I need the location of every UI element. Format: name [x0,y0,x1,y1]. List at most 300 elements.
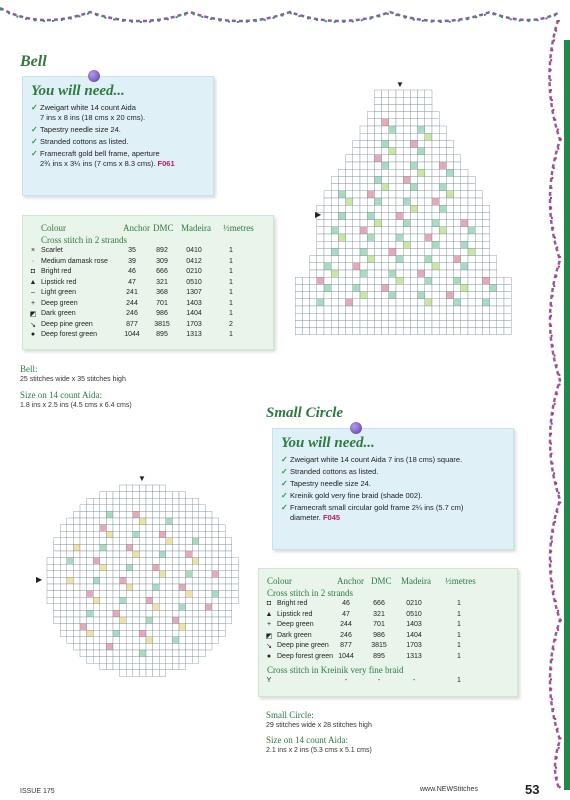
grid-cell [382,313,389,320]
grid-cell [146,531,153,538]
grid-cell [133,657,140,664]
table-cell: 701 [373,621,385,628]
grid-cell [353,320,360,327]
grid-cell [461,212,468,219]
grid-cell [418,320,425,327]
grid-cell [295,277,302,284]
grid-cell [367,112,374,119]
grid-cell [153,558,160,565]
grid-cell [468,320,475,327]
grid-cell [331,277,338,284]
grid-cell [113,663,120,670]
grid-cell [100,492,107,499]
grid-cell [126,531,133,538]
grid-cell [199,597,206,604]
grid-cell [425,292,432,299]
grid-cell [166,577,173,584]
grid-cell [192,610,199,617]
grid-cell [73,610,80,617]
grid-cell [87,525,94,532]
table-cell: ● [266,652,272,660]
grid-cell [353,212,360,219]
grid-cell [199,591,206,598]
grid-cell [389,328,396,335]
grid-cell [432,284,439,291]
table-row [259,653,517,664]
table-cell: Deep forest green [41,331,98,338]
grid-cell [432,299,439,306]
grid-cell [113,525,120,532]
grid-cell [126,498,133,505]
grid-cell [439,306,446,313]
grid-cell [454,169,461,176]
grid-cell [166,538,173,545]
grid-cell [205,551,212,558]
grid-cell [172,498,179,505]
grid-cell [54,551,61,558]
grid-cell [367,162,374,169]
grid-cell [60,591,67,598]
grid-cell [374,198,381,205]
table-cell: 0210 [186,268,202,275]
grid-cell [396,97,403,104]
grid-cell [153,492,160,499]
grid-cell [403,205,410,212]
grid-cell [67,564,74,571]
grid-cell [166,650,173,657]
table-cell: 241 [126,289,138,296]
grid-cell [497,292,504,299]
grid-cell [172,604,179,611]
grid-cell [446,184,453,191]
page-number: 53 [525,782,540,797]
grid-cell [60,624,67,631]
grid-cell [374,184,381,191]
grid-cell [468,270,475,277]
grid-cell [446,320,453,327]
grid-cell [295,299,302,306]
grid-cell [396,227,403,234]
grid-cell [367,148,374,155]
grid-cell [454,263,461,270]
grid-cell [396,241,403,248]
grid-cell [302,306,309,313]
grid-cell [461,292,468,299]
grid-cell [106,591,113,598]
bell-key-rows [23,247,273,342]
grid-cell [153,650,160,657]
grid-cell [133,558,140,565]
grid-cell [432,328,439,335]
issue-number: ISSUE 175 [20,788,55,795]
grid-cell [73,617,80,624]
grid-cell [225,584,232,591]
grid-cell [389,277,396,284]
grid-cell [126,663,133,670]
grid-cell [212,637,219,644]
grid-cell [106,531,113,538]
grid-cell [106,544,113,551]
grid-cell [425,119,432,126]
grid-cell [166,630,173,637]
grid-cell [100,663,107,670]
grid-cell [120,670,127,677]
grid-cell [212,564,219,571]
grid-cell [295,328,302,335]
grid-cell [454,313,461,320]
grid-cell [126,637,133,644]
table-cell: ◘ [30,268,36,275]
grid-cell [87,650,94,657]
grid-cell [425,234,432,241]
grid-cell [113,577,120,584]
table-cell: Deep pine green [277,642,329,649]
grid-cell [439,292,446,299]
grid-cell [146,571,153,578]
grid-cell [212,610,219,617]
grid-cell [425,155,432,162]
grid-cell [382,119,389,126]
grid-cell [302,313,309,320]
grid-cell [186,544,193,551]
grid-cell [146,591,153,598]
grid-cell [360,313,367,320]
grid-cell [396,256,403,263]
grid-cell [186,531,193,538]
list-item: ✓ Framecraft small circular gold frame 2¼ ins (5.7 cm) diameter. F045 [281,503,507,523]
table-cell: 321 [156,278,168,286]
grid-cell [360,270,367,277]
grid-cell [475,205,482,212]
grid-cell [54,591,61,598]
grid-cell [225,564,232,571]
grid-cell [454,241,461,248]
grid-cell [389,112,396,119]
grid-cell [179,637,186,644]
grid-cell [106,657,113,664]
grid-cell [389,256,396,263]
grid-cell [425,313,432,320]
grid-cell [232,584,239,591]
grid-cell [205,604,212,611]
grid-cell [396,277,403,284]
grid-cell [159,571,166,578]
grid-cell [367,320,374,327]
grid-cell [338,263,345,270]
grid-cell [186,643,193,650]
grid-cell [146,558,153,565]
grid-cell [389,97,396,104]
grid-cell [120,657,127,664]
grid-cell [439,205,446,212]
grid-cell [120,663,127,670]
grid-cell [93,498,100,505]
grid-cell [186,577,193,584]
grid-cell [425,328,432,335]
grid-cell [446,241,453,248]
frame-code: F045 [322,513,341,522]
grid-cell [113,511,120,518]
grid-cell [367,184,374,191]
grid-cell [396,162,403,169]
circle-size-text: 2.1 ins x 2 ins (5.3 cms x 5.1 cms) [266,747,372,754]
grid-cell [403,234,410,241]
grid-cell [374,155,381,162]
grid-cell [179,531,186,538]
grid-cell [153,597,160,604]
grid-cell [166,525,173,532]
grid-cell [166,558,173,565]
grid-cell [73,597,80,604]
grid-cell [139,630,146,637]
table-cell: 0210 [406,600,422,607]
grid-cell [93,584,100,591]
grid-cell [225,597,232,604]
circle-chart [44,482,244,682]
table-cell: 0510 [406,610,422,618]
grid-cell [454,198,461,205]
grid-cell [396,140,403,147]
grid-cell [225,591,232,598]
grid-cell [418,176,425,183]
grid-cell [461,176,468,183]
grid-cell [475,270,482,277]
grid-cell [396,126,403,133]
grid-cell [374,292,381,299]
grid-cell [353,328,360,335]
grid-cell [360,212,367,219]
grid-cell [446,198,453,205]
grid-cell [60,531,67,538]
grid-cell [133,584,140,591]
grid-cell [346,241,353,248]
grid-cell [410,220,417,227]
grid-cell [87,577,94,584]
grid-cell [146,610,153,617]
grid-cell [133,538,140,545]
grid-cell [382,306,389,313]
grid-cell [418,148,425,155]
grid-cell [113,571,120,578]
grid-cell [461,306,468,313]
grid-cell [47,558,54,565]
grid-cell [446,306,453,313]
grid-cell [159,538,166,545]
grid-cell [205,637,212,644]
grid-cell [418,248,425,255]
grid-cell [139,584,146,591]
grid-cell [324,313,331,320]
grid-cell [439,162,446,169]
grid-cell [317,313,324,320]
grid-cell [113,630,120,637]
grid-cell [439,198,446,205]
grid-cell [106,571,113,578]
grid-cell [192,498,199,505]
grid-cell [133,637,140,644]
grid-cell [146,492,153,499]
grid-cell [219,630,226,637]
grid-cell [461,241,468,248]
grid-cell [360,191,367,198]
grid-cell [374,328,381,335]
grid-cell [367,212,374,219]
table-cell: 1 [457,642,461,649]
grid-cell [396,220,403,227]
table-row [23,258,273,269]
grid-cell [425,97,432,104]
grid-cell [389,198,396,205]
grid-cell [396,270,403,277]
grid-cell [106,643,113,650]
grid-cell [418,277,425,284]
grid-cell [360,284,367,291]
grid-cell [199,538,206,545]
grid-cell [139,663,146,670]
grid-cell [468,292,475,299]
grid-cell [120,511,127,518]
grid-cell [490,306,497,313]
grid-cell [374,140,381,147]
grid-cell [106,498,113,505]
grid-cell [100,617,107,624]
grid-cell [80,617,87,624]
grid-cell [353,176,360,183]
grid-cell [67,544,74,551]
table-cell: 47 [128,278,136,286]
grid-cell [360,133,367,140]
table-row [259,621,517,632]
grid-cell [47,584,54,591]
grid-cell [418,292,425,299]
grid-cell [410,320,417,327]
grid-cell [403,191,410,198]
grid-cell [186,597,193,604]
grid-cell [475,277,482,284]
grid-cell [389,248,396,255]
grid-cell [338,184,345,191]
grid-cell [205,564,212,571]
grid-cell [199,643,206,650]
grid-cell [153,663,160,670]
grid-cell [418,184,425,191]
bell-need-title: You will need... [31,83,125,99]
grid-cell [317,263,324,270]
grid-cell [418,270,425,277]
grid-cell [338,313,345,320]
table-cell: 1313 [406,652,422,660]
grid-cell [179,597,186,604]
pin-icon [350,422,362,434]
grid-cell [396,212,403,219]
grid-cell [146,624,153,631]
grid-cell [418,112,425,119]
grid-cell [87,604,94,611]
grid-cell [232,564,239,571]
grid-cell [389,270,396,277]
grid-cell [146,637,153,644]
grid-cell [346,320,353,327]
grid-cell [212,577,219,584]
grid-cell [47,591,54,598]
grid-cell [454,155,461,162]
grid-cell [454,328,461,335]
grid-cell [432,205,439,212]
table-cell: Deep green [41,299,78,307]
grid-cell [139,544,146,551]
grid-cell [418,284,425,291]
grid-cell [295,306,302,313]
grid-cell [295,292,302,299]
grid-cell [219,564,226,571]
grid-cell [468,184,475,191]
grid-cell [192,518,199,525]
grid-cell [199,505,206,512]
key-header: Colour Anchor DMC Madeira ½metres [41,223,254,233]
grid-cell [80,544,87,551]
grid-cell [410,126,417,133]
grid-cell [374,162,381,169]
grid-cell [80,591,87,598]
grid-cell [146,597,153,604]
grid-cell [120,492,127,499]
grid-cell [389,212,396,219]
arrow-right-icon: ▶ [36,575,43,584]
grid-cell [396,112,403,119]
grid-cell [432,270,439,277]
grid-cell [120,564,127,571]
grid-cell [159,657,166,664]
grid-cell [418,119,425,126]
table-row [23,310,273,321]
grid-cell [338,169,345,176]
grid-cell [446,212,453,219]
grid-cell [186,650,193,657]
grid-cell [93,597,100,604]
grid-cell [100,544,107,551]
grid-cell [504,277,511,284]
grid-cell [360,162,367,169]
grid-cell [382,212,389,219]
table-cell: 46 [128,268,136,275]
table-cell: – [31,289,35,296]
grid-cell [146,663,153,670]
grid-cell [179,498,186,505]
grid-cell [504,292,511,299]
grid-cell [199,624,206,631]
grid-cell [146,617,153,624]
grid-cell [367,328,374,335]
grid-cell [186,538,193,545]
grid-cell [324,248,331,255]
grid-cell [461,277,468,284]
grid-cell [482,248,489,255]
grid-cell [126,544,133,551]
grid-cell [410,119,417,126]
grid-cell [418,234,425,241]
grid-cell [446,205,453,212]
grid-cell [120,551,127,558]
grid-cell [374,299,381,306]
grid-cell [338,176,345,183]
table-cell: · [31,257,35,265]
grid-cell [93,544,100,551]
grid-cell [87,571,94,578]
grid-cell [382,205,389,212]
grid-cell [186,525,193,532]
table-cell: 1044 [124,331,140,338]
grid-cell [205,630,212,637]
